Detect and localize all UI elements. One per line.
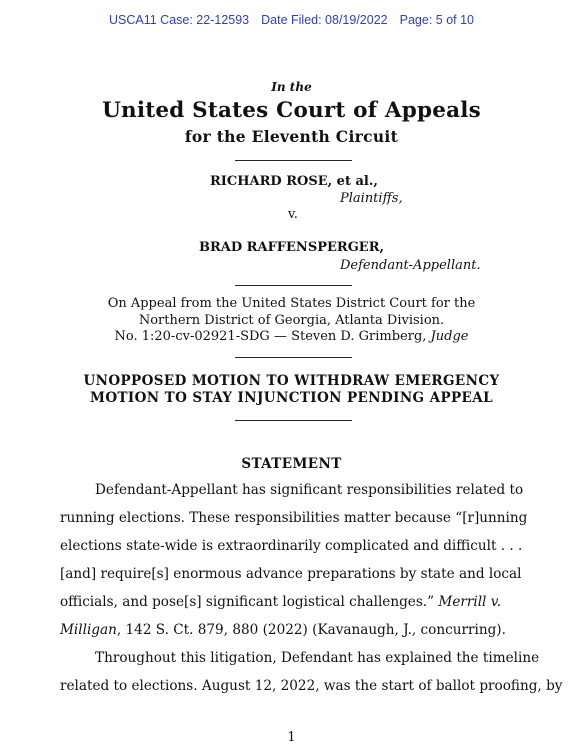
appeal-line-1: On Appeal from the United States District Court for the — [107, 296, 476, 311]
versus: v. — [288, 207, 298, 222]
page-indicator: Page: 5 of 10 — [399, 13, 474, 27]
body-text: , 142 S. Ct. 879, 880 (2022) (Kavanaugh, J., concurring). — [116, 622, 506, 638]
page-number: 1 — [287, 730, 296, 745]
body-line — [60, 622, 506, 638]
plaintiff-role: Plaintiffs, — [340, 191, 403, 206]
filing-stamp — [0, 13, 583, 27]
body-line: related to elections. August 12, 2022, was the start of ballot proofing, by — [60, 678, 563, 694]
court-circuit: for the Eleventh Circuit — [184, 127, 399, 146]
judge-title: Judge — [430, 329, 469, 344]
date-filed: Date Filed: 08/19/2022 — [261, 13, 388, 27]
body-line: elections state-wide is extraordinarily complicated and difficult . . . — [60, 538, 523, 554]
docket-and-judge: No. 1:20-cv-02921-SDG — Steven D. Grimberg, — [114, 329, 431, 344]
case-number: USCA11 Case: 22-12593 — [109, 13, 250, 27]
body-text: officials, and pose[s] significant logistical challenges.” — [60, 594, 439, 610]
motion-title-line-1: UNOPPOSED MOTION TO WITHDRAW EMERGENCY — [83, 373, 500, 389]
body-line: [and] require[s] enormous advance preparations by state and local — [60, 566, 522, 582]
statement-heading: STATEMENT — [241, 456, 342, 472]
appeal-line-2: Northern District of Georgia, Atlanta Division. — [138, 313, 445, 328]
divider — [235, 285, 352, 286]
appeal-line-3 — [0, 329, 583, 344]
body-line — [60, 594, 501, 610]
body-line: Defendant-Appellant has significant responsibilities related to — [95, 482, 524, 498]
court-name: United States Court of Appeals — [102, 98, 481, 123]
motion-title-line-2: MOTION TO STAY INJUNCTION PENDING APPEAL — [89, 390, 494, 406]
divider — [235, 357, 352, 358]
divider — [235, 420, 352, 421]
case-citation: Merrill v. — [438, 594, 502, 610]
divider — [235, 160, 352, 161]
defendant-role: Defendant-Appellant. — [340, 258, 481, 273]
case-citation: Milligan — [60, 622, 117, 638]
body-line: running elections. These responsibilities matter because “[r]unning — [60, 510, 528, 526]
defendant-name: BRAD RAFFENSPERGER, — [199, 240, 385, 255]
plaintiff-name: RICHARD ROSE, et al., — [210, 174, 378, 189]
court-intro: In the — [271, 80, 312, 94]
body-line: Throughout this litigation, Defendant has explained the timeline — [95, 650, 540, 666]
